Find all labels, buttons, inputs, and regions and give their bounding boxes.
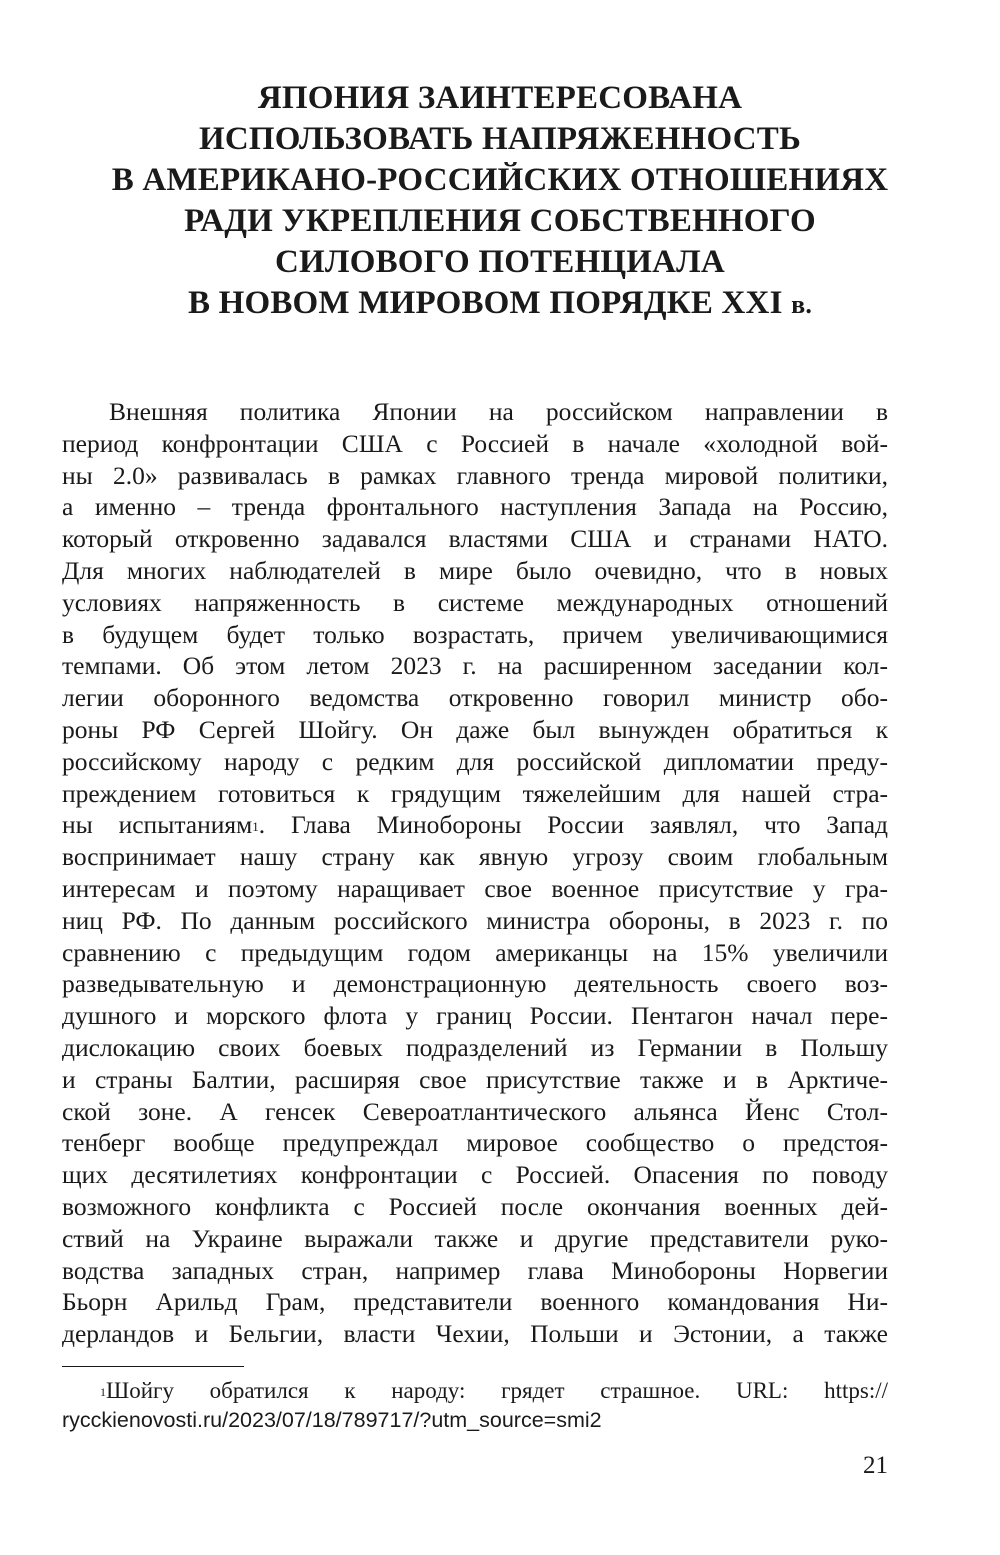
heading-line: ИСПОЛЬЗОВАТЬ НАПРЯЖЕННОСТЬ bbox=[199, 121, 801, 157]
body-line: условиях напряженность в системе международных отношений bbox=[62, 587, 888, 617]
body-line: Для многих наблюдателей в мире было очевидно, что в новых bbox=[62, 555, 888, 585]
body-line: возможного конфликта с Россией после окончания военных дей- bbox=[62, 1191, 888, 1221]
body-text bbox=[62, 396, 888, 1350]
footnote-divider bbox=[62, 1366, 244, 1367]
heading-line-suffix: в. bbox=[791, 290, 813, 319]
heading-line-main: В НОВОМ МИРОВОМ ПОРЯДКЕ XXI bbox=[187, 285, 783, 321]
body-line: Внешняя политика Японии на российском направлении в bbox=[109, 397, 888, 426]
body-line: российскому народу с редким для российской дипломатии преду- bbox=[62, 746, 888, 776]
body-line-with-footnote-ref bbox=[62, 809, 888, 841]
body-line: легии оборонного ведомства откровенно говорил министр обо- bbox=[62, 683, 888, 713]
body-line: душного и морского флота у границ России. Пентагон начал пере- bbox=[62, 1001, 888, 1031]
footnote-line bbox=[62, 1376, 888, 1406]
body-line: воспринимает нашу страну как явную угрозу своим глобальным bbox=[62, 842, 888, 872]
heading-line bbox=[60, 283, 940, 325]
body-line: щих десятилетиях конфронтации с Россией. Опасения по поводу bbox=[62, 1160, 888, 1190]
body-line: ниц РФ. По данным российского министра обороны, в 2023 г. по bbox=[62, 905, 888, 935]
page-number: 21 bbox=[863, 1452, 888, 1479]
body-line: ской зоне. А генсек Североатлантического альянса Йенс Стол- bbox=[62, 1096, 888, 1126]
body-line: который откровенно задавался властями США и странами НАТО. bbox=[62, 524, 888, 554]
footnote-text: Шойгу обратился к народу: грядет страшное. URL: https:// bbox=[106, 1378, 888, 1403]
body-line: дерландов и Бельгии, власти Чехии, Польши и Эстонии, а также bbox=[62, 1319, 888, 1349]
footnote-reference[interactable]: 1 bbox=[252, 819, 259, 835]
body-line: роны РФ Сергей Шойгу. Он даже был вынужден обратиться к bbox=[62, 714, 888, 744]
body-line: период конфронтации США с Россией в начале «холодной вой- bbox=[62, 428, 888, 458]
body-line: водства западных стран, например глава Минобороны Норвегии bbox=[62, 1255, 888, 1285]
chapter-heading bbox=[60, 78, 940, 325]
body-line-part: ны испытаниям bbox=[62, 810, 253, 840]
body-line: дислокацию своих боевых подразделений из Германии в Польшу bbox=[62, 1032, 888, 1062]
body-line: темпами. Об этом летом 2023 г. на расширенном заседании кол- bbox=[62, 651, 888, 681]
body-line: интересам и поэтому наращивает свое военное присутствие у гра- bbox=[62, 873, 888, 903]
body-line: а именно – тренда фронтального наступления Запада на Россию, bbox=[62, 492, 888, 522]
footnote-url[interactable]: rycckienovosti.ru/2023/07/18/789717/?utm_source=smi2 bbox=[62, 1407, 602, 1432]
footnote bbox=[62, 1376, 888, 1435]
body-line: сравнению с предыдущим годом американцы на 15% увеличили bbox=[62, 937, 888, 967]
body-line: в будущем будет только возрастать, причем увеличивающимися bbox=[62, 619, 888, 649]
body-line: ны 2.0» развивалась в рамках главного тренда мировой политики, bbox=[62, 460, 888, 490]
body-line: разведывательную и демонстрационную деятельность своего воз- bbox=[62, 969, 888, 999]
heading-line: ЯПОНИЯ ЗАИНТЕРЕСОВАНА bbox=[257, 80, 743, 116]
body-line: тенберг вообще предупреждал мировое сообщество о предстоя- bbox=[62, 1128, 888, 1158]
heading-line: РАДИ УКРЕПЛЕНИЯ СОБСТВЕННОГО bbox=[184, 203, 816, 239]
body-line: Бьорн Арильд Грам, представители военного командования Ни- bbox=[62, 1287, 888, 1317]
body-line-part: . Глава Минобороны России заявлял, что Запад bbox=[258, 810, 888, 840]
body-line: преждением готовиться к грядущим тяжелейшим для нашей стра- bbox=[62, 778, 888, 808]
body-line: ствий на Украине выражали также и другие представители руко- bbox=[62, 1223, 888, 1253]
body-line: и страны Балтии, расширяя свое присутствие также и в Арктиче- bbox=[62, 1064, 888, 1094]
heading-line: В АМЕРИКАНО-РОССИЙСКИХ ОТНОШЕНИЯХ bbox=[111, 162, 889, 198]
footnote-marker: 1 bbox=[100, 1385, 106, 1399]
heading-line: СИЛОВОГО ПОТЕНЦИАЛА bbox=[275, 244, 725, 280]
